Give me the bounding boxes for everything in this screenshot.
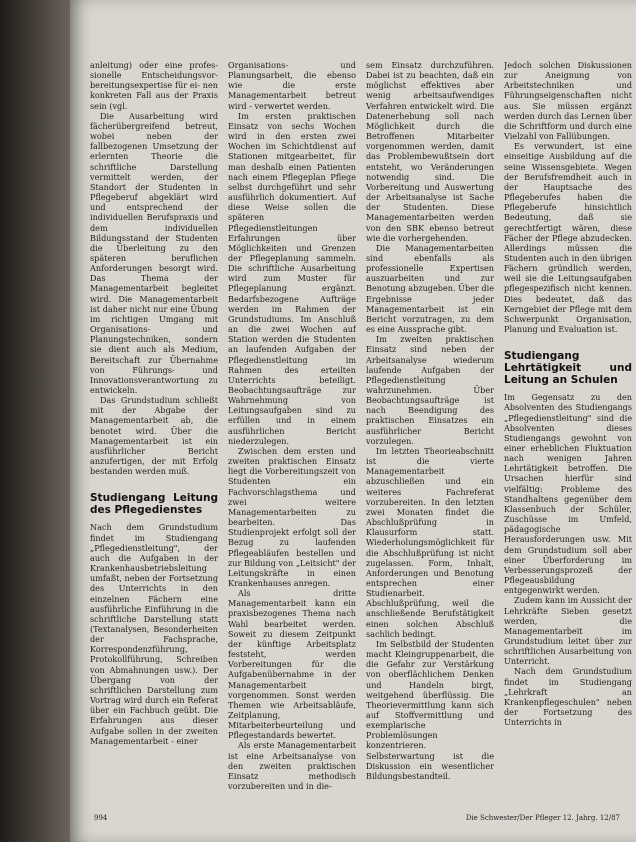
section-heading: Studiengang Lehrtätigkeit und Leitung an Schulen: [504, 350, 632, 387]
column-1: [90, 60, 218, 805]
paragraph: Organisations- und Planungsarbeit, die ebenso wie die erste Managementarbeit betreut wird - verwertet werden.: [228, 60, 356, 111]
document-page: [70, 0, 636, 842]
column-2: [228, 60, 356, 805]
column-3: [366, 60, 494, 805]
column-4: [504, 60, 632, 805]
section-heading: Studiengang Leitung des Pflegedienstes: [90, 492, 218, 517]
paragraph: Nach dem Grundstudium findet im Studiengang „Pflegedienstleitung", der auch die Aufgaben in der Krankenhausbetriebsleitung umfaßt, neben der Fortsetzung des Unterrichts in den einzelnen Fächern eine ausführliche Einführung in die schriftliche Darstellung statt (Textanalysen, Besonderheiten der Fachsprache, Korrespondenzführung, Protokollführung, Schreiben von Abmahnungen usw.). Der Übergang von der schriftlichen Darstellung zum Vortrag wird durch ein Referat über ein Fachbuch geübt. Die Erfahrungen aus dieser Aufgabe sollen in der zweiten Managementarbeit - einer: [90, 522, 218, 746]
paragraph: Es verwundert, ist eine einseitige Ausbildung auf die seine Wissensgebiete. Wegen der Berufsfremdheit auch in der Hauptsache des Pflegeberufes haben die Pflegeberufe hinsichtlich Bedeutung, daß sie gerechtfertigt wären, diese Fächer der Pflege abzudecken. Allerdings müssen die Studenten auch in den übrigen Fächern gründlich werden, weil sie die Leitungsaufgaben pflegespezifisch nicht kennen. Dies bedeutet, daß das Kerngebiet der Pflege mit dem Schwerpunkt Organisation, Planung und Evaluation ist.: [504, 141, 632, 335]
paragraph: sem Einsatz durchzuführen. Dabei ist zu beachten, daß ein möglichst effektives aber wenig arbeitsaufwendiges Verfahren entwickelt wird. Die Datenerhebung soll nach Möglichkeit durch die Betroffenen Mitarbeiter vorgenommen werden, damit das Problembewußtsein dort entsteht, wo Veränderungen notwendig sind. Die Vorbereitung und Auswertung der Arbeitsanalyse ist Sache der Studenten. Diese Managementarbeiten werden von den SBK ebenso betreut wie die vorhergehenden.: [366, 60, 494, 243]
journal-footer: Die Schwester/Der Pfleger 12. Jahrg. 12/87: [465, 814, 620, 822]
page-number: 994: [94, 814, 108, 822]
paragraph: Nach dem Grundstudium findet im Studiengang „Lehrkraft an Krankenpflegeschulen" neben der Fortsetzung des Unterrichts in: [504, 666, 632, 728]
book-binding-shadow: [0, 0, 70, 842]
paragraph: Im letzten Theorieabschnitt ist die vierte Managementarbeit abzuschließen und ein weiteres Fachreferat vorzubereiten. In den letzten zwei Monaten findet die Abschlußprüfung in Klausurform statt. Wiederholungsmöglichkeit für die Abschlußprüfung ist nicht zugelassen. Form, Inhalt, Anforderungen und Benotung entsprechen einer Studienarbeit. Abschlußprüfung, weil die anschließende Berufstätigkeit einen solchen Abschluß sachlich bedingt.: [366, 445, 494, 639]
text-columns: [90, 60, 632, 805]
paragraph: Zwischen dem ersten und zweiten praktischen Einsatz liegt die Vorbereitungszeit von Studenten ein Fachvorschlagsthema und zwei weitere Managementarbeiten zu bearbeiten. Das Studienprojekt erfolgt soll der Bezug zu laufenden Pflegeabläufen bestellen und zur Bildung von „Leitsicht" der Leitungskräfte in einen Krankenhauses anregen.: [228, 445, 356, 588]
paragraph: Im Gegensatz zu den Absolventen des Studiengangs „Pflegedienstleitung" sind die Absolventen dieses Studiengangs gewohnt von einer erheblichen Fluktuation nach wenigen Jahren Lehrtätigkeit betroffen. Die Ursachen hierfür sind vielfältig: Probleme des Standhaltens gegenüber dem Klassenbuch der Schüler, Zuschüsse im Umfeld, pädagogische Herausforderungen usw. Mit dem Grundstudium soll aber einer Überforderung im Verbesserungsprozeß der Pflegeausbildung entgegenwirkt werden.: [504, 392, 632, 596]
paragraph: Die Managementarbeiten sind ebenfalls als professionelle Expertisen auszuarbeiten und zur Benotung abzugeben. Über die Ergebnisse jeder Managementarbeit ist ein Bericht vorzutragen, zu dem es eine Aussprache gibt.: [366, 242, 494, 335]
paragraph: Im zweiten praktischen Einsatz sind neben der Arbeitsanalyse wiederum laufende Aufgaben der Pflegedienstleitung wahrzunehmen. Über Beobachtungsaufträge ist nach Beendigung des praktischen Einsatzes ein ausführlicher Bericht vorzulegen.: [366, 334, 494, 446]
paragraph: Jedoch solchen Diskussionen zur Aneignung von Arbeitstechniken und Führungseigenschaften nicht aus. Sie müssen ergänzt werden durch das Lernen über die Schriftform und durch eine Vielzahl von Fallübungen.: [504, 60, 632, 142]
paragraph: Als dritte Managementarbeit kann ein praxisbezogenes Thema nach Wahl bearbeitet werden. Soweit zu diesem Zeitpunkt der künftige Arbeitsplatz feststeht, werden Vorbereitungen für die Aufgabenübernahme in der Managementarbeit vorgenommen. Sonst werden Themen wie Arbeitsabläufe, Zeitplanung, Mitarbeiterbeurteilung und Pflegestandards bewertet.: [228, 588, 356, 741]
paragraph: anleitung) oder eine profes- sionelle Entscheidungsvor- bereitungsexpertise für ei- nen konkreten Fall aus der Praxis sein (vgl.: [90, 60, 218, 111]
paragraph: Die Ausarbeitung wird fächerübergreifend betreut, wobei neben der fallbezogenen Umsetzung der erlernten Theorie die schriftliche Darstellung vermittelt werden, der Standort der Studenten in Pflegeberuf abgeklärt wird und entsprechend der individuellen Berufspraxis und dem individuellen Bildungsstand der Studenten die Überleitung zu den späteren beruflichen Anforderungen besorgt wird. Das Thema der Managementarbeit begleitet wird. Die Managementarbeit ist daher nicht nur eine Übung im richtigen Umgang mit Organisations- und Planungstechniken, sondern sie dient auch als Medium, Bereitschaft zur Übernahme von Führungs- und Innovationsverantwortung zu entwickeln.: [90, 110, 218, 395]
paragraph: Im ersten praktischen Einsatz von sechs Wochen wird in den ersten zwei Wochen im Schichtdienst auf Stationen mitgearbeitet, für man deshalb einen Patienten nach einem Pflegeplan Pflege selbst durchgeführt und sehr ausführlich dokumentiert. Auf diese Weise sollen die späteren Pflegedienstleitungen Erfahrungen über Möglichkeiten und Grenzen der Pflegeplanung sammeln. Die schriftliche Ausarbeitung wird zum Muster für Pflegeplanung ergänzt. Bedarfsbezogene Aufträge werden im Rahmen der Grundstudiums. Im Anschluß an die zwei Wochen auf Station werden die Studenten an laufenden Aufgaben der Pflegedienstleitung im Rahmen des erteilten Unterrichts beteiligt. Beobachtungsaufträge zur Wahrnehmung von Leitungsaufgaben sind zu erfüllen und in einem ausführlichen Bericht niederzulegen.: [228, 110, 356, 446]
paragraph: Zudem kann im Aussicht der Lehrkräfte Sieben gesetzt werden, die Managementarbeit im Grundstudium leitet über zur schriftlichen Ausarbeitung von Unterricht.: [504, 595, 632, 667]
paragraph: Im Selbstbild der Studenten macht Kleingruppenarbeit, die die Gefahr zur Verstärkung von oberflächlichem Denken und Handeln birgt, weitgehend überflüssig. Die Theorievermittlung kann sich auf Stoffvermittlung und exemplarische Problemlösungen konzentrieren. Selbsterwartung ist die Diskussion ein wesentlicher Bildungsbestandteil.: [366, 638, 494, 781]
paragraph: Das Grundstudium schließt mit der Abgabe der Managementarbeit ab, die benotet wird. Über die Managementarbeit ist ein ausführlicher Bericht anzufertigen, der mit Erfolg bestanden werden muß.: [90, 395, 218, 477]
paragraph: Als erste Managementarbeit ist eine Arbeitsanalyse von den zweiten praktischen Einsatz methodisch vorzubereiten und in die-: [228, 740, 356, 792]
